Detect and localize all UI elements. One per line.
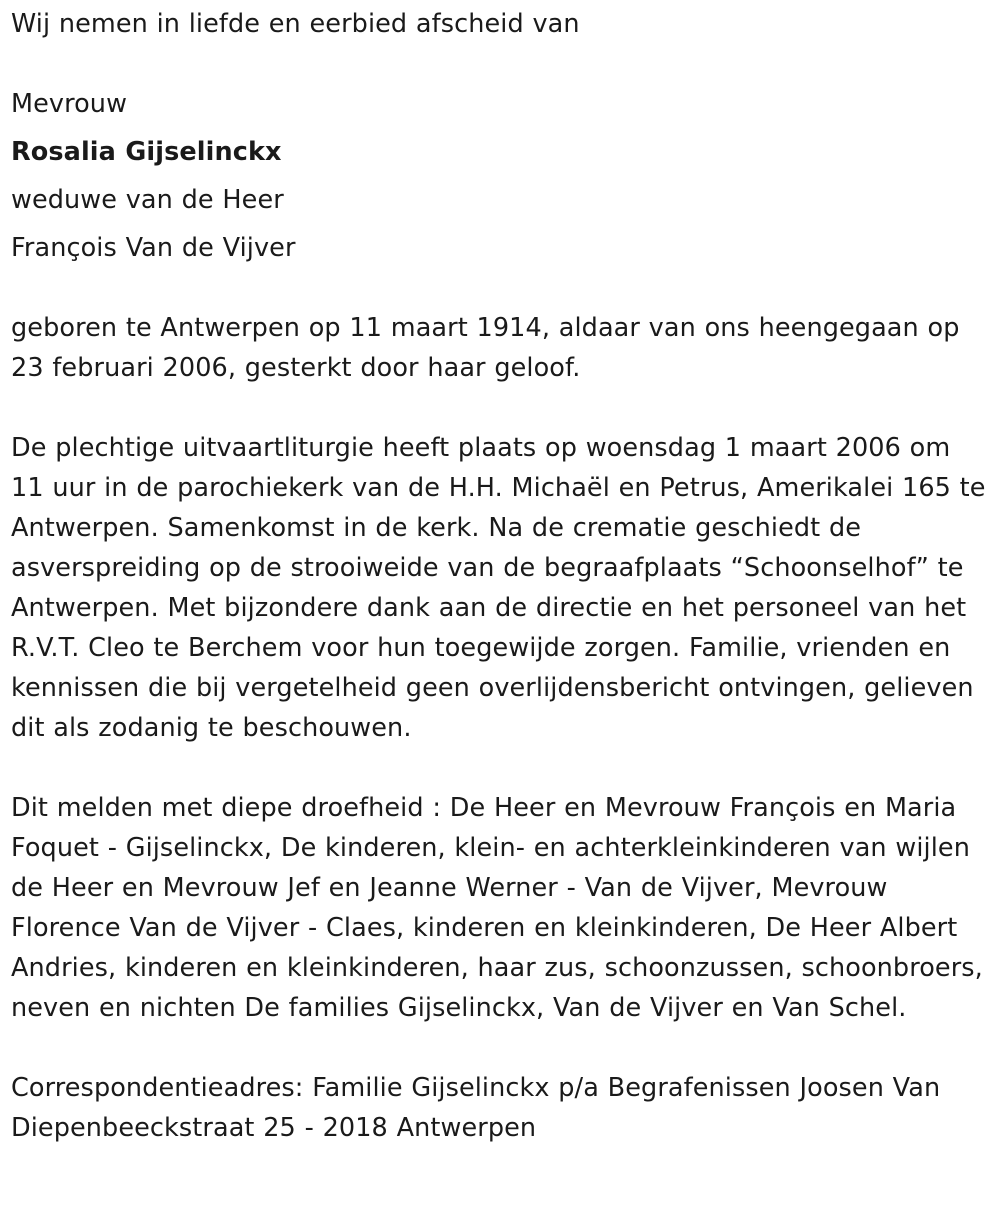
spouse-name: François Van de Vijver bbox=[11, 233, 296, 263]
deceased-name: Rosalia Gijselinckx bbox=[11, 137, 282, 167]
intro-line: Wij nemen in liefde en eerbied afscheid van bbox=[11, 9, 580, 39]
title-line: Mevrouw bbox=[11, 89, 128, 119]
ceremony-paragraph: De plechtige uitvaartliturgie heeft plaats op woensdag 1 maart 2006 om 11 uur in de parochiekerk van de H.H. Michaël en Petrus, Amerikalei 165 te Antwerpen. Samenkomst in de kerk. Na de crematie geschiedt de asverspreiding op de strooiweide van de begraafplaats “Schoonselhof” te Antwerpen. Met bijzondere dank aan de directie en het personeel van het R.V.T. Cleo te Berchem voor hun toegewijde zorgen. Familie, vrienden en kennissen die bij vergetelheid geen overlijdensbericht ontvingen, gelieven dit als zodanig te beschouwen. bbox=[11, 433, 986, 743]
birth-death-paragraph: geboren te Antwerpen op 11 maart 1914, aldaar van ons heengegaan op 23 februari 2006, gesterkt door haar geloof. bbox=[11, 313, 960, 383]
spacer bbox=[11, 44, 986, 84]
widow-line: weduwe van de Heer bbox=[11, 185, 284, 215]
mourners-paragraph: Dit melden met diepe droefheid : De Heer en Mevrouw François en Maria Foquet - Gijselinckx, De kinderen, klein- en achterkleinkinderen van wijlen de Heer en Mevrouw Jef en Jeanne Werner - Van de Vijver, Mevrouw Florence Van de Vijver - Claes, kinderen en kleinkinderen, De Heer Albert Andries, kinderen en kleinkinderen, haar zus, schoonzussen, schoonbroers, neven en nichten De families Gijselinckx, Van de Vijver en Van Schel. bbox=[11, 793, 983, 1023]
correspondence-paragraph: Correspondentieadres: Familie Gijselinckx p/a Begrafenissen Joosen Van Diepenbeeckstraat 25 - 2018 Antwerpen bbox=[11, 1073, 941, 1143]
